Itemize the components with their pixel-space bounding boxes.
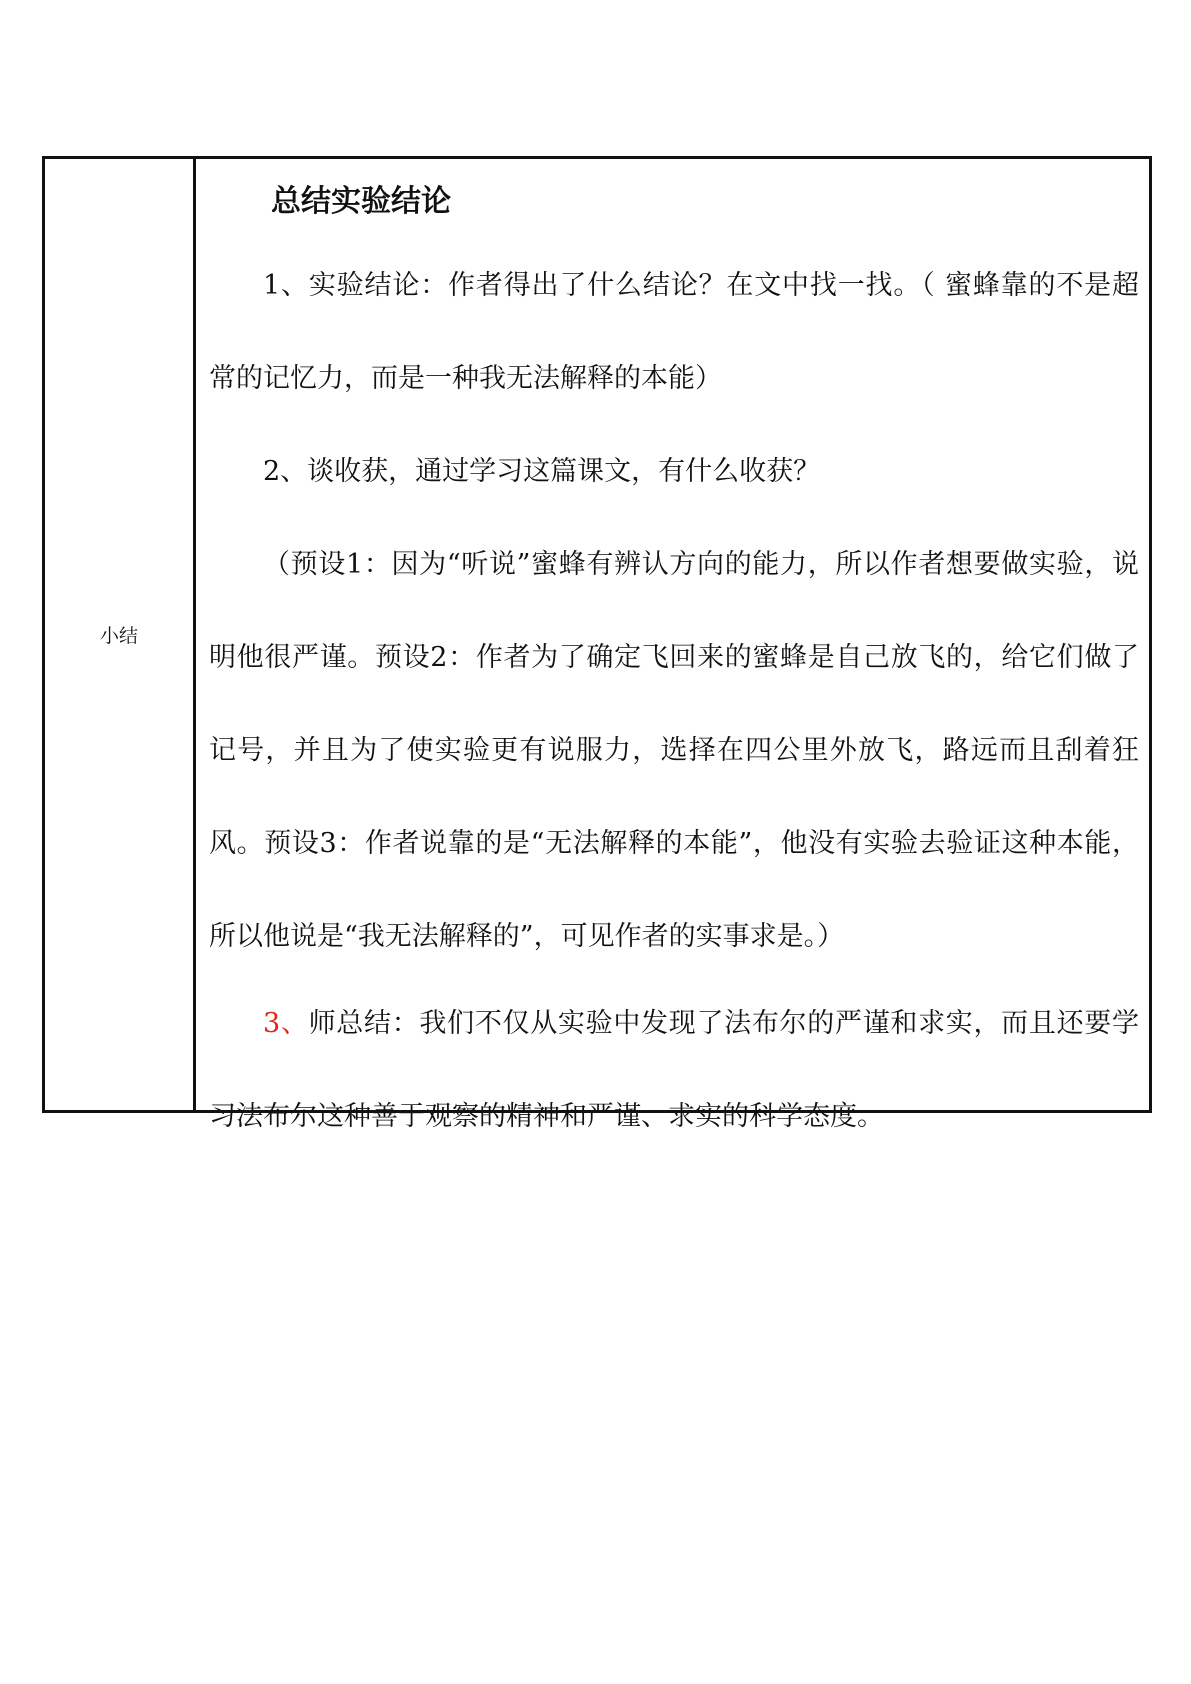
paragraph-conclusion (209, 239, 1139, 425)
paragraph-gains (209, 425, 1139, 518)
row-label-cell (44, 158, 195, 1112)
paragraph-presets (209, 518, 1139, 983)
paragraph-text: （预设1：因为“听说”蜜蜂有辨认方向的能力，所以作者想要做实验，说明他很严谨。预设2：作者为了确定飞回来的蜜蜂是自己放飞的，给它们做了记号，并且为了使实验更有说服力，选择在四公里外放飞，路远而且刮着狂风。预设3：作者说靠的是“无法解释的本能”，他没有实验去验证这种本能，所以他说是“我无法解释的”，可见作者的实事求是。） (209, 549, 1139, 952)
table-row (44, 158, 1151, 1112)
section-heading: 总结实验结论 (271, 184, 451, 219)
body-text (209, 239, 1139, 1163)
content-cell (195, 158, 1151, 1132)
paragraph-text: 2、谈收获，通过学习这篇课文，有什么收获？ (263, 456, 821, 487)
paragraph-number: 3、 (263, 1008, 309, 1039)
paragraph-text: 1、实验结论：作者得出了什么结论？在文中找一找。（ 蜜蜂靠的不是超常的记忆力，而是一种我无法解释的本能） (209, 270, 1139, 394)
paragraph-teacher-summary (209, 977, 1139, 1163)
lesson-plan-table (42, 156, 1152, 1132)
paragraph-text: 师总结：我们不仅从实验中发现了法布尔的严谨和求实，而且还要学习法布尔这种善于观察的精神和严谨、求实的科学态度。 (209, 1008, 1139, 1132)
row-label: 小结 (99, 625, 138, 647)
